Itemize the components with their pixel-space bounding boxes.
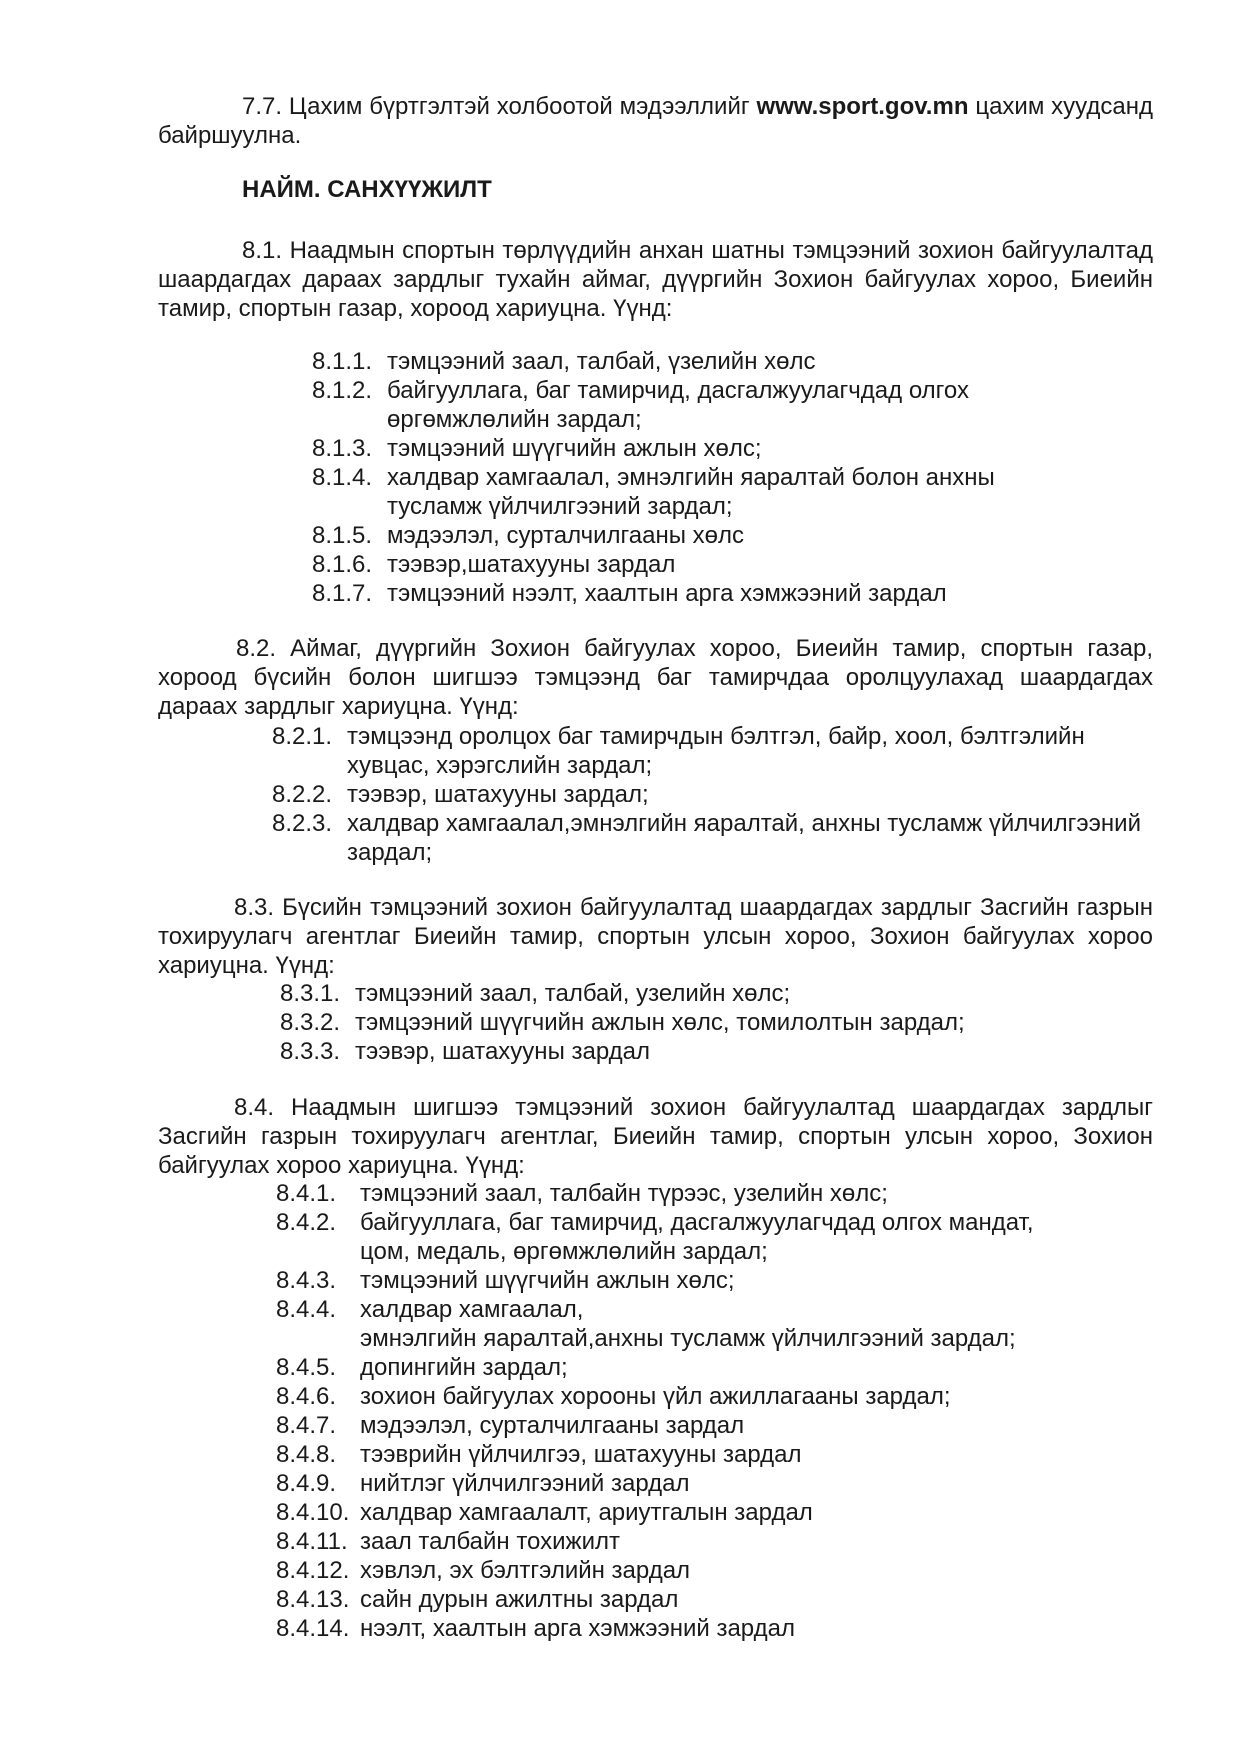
list-item-text: тэмцээний нээлт, хаалтын арга хэмжээний зардал — [387, 580, 947, 607]
paragraph-8-3 — [158, 893, 1153, 980]
list-item-number: 8.4.6. — [276, 1383, 337, 1410]
list-item — [276, 1498, 1136, 1527]
list-item-number: 8.4.5. — [276, 1354, 337, 1381]
list-item — [276, 1440, 1136, 1469]
list-item-number: 8.1.3. — [312, 435, 373, 462]
list-item-text: зохион байгуулах хорооны үйл ажиллагааны зардал; — [360, 1383, 951, 1410]
list-item — [280, 979, 1080, 1008]
list-item — [312, 521, 1112, 550]
list-item-text: тэмцээнд оролцох баг тамирчдын бэлтгэл, байр, хоол, бэлтгэлийн — [347, 723, 1085, 750]
list-item — [312, 579, 1112, 608]
p77-text-after: цахим хуудсанд байршуулна. — [158, 93, 1153, 149]
list-item-text-continuation: зардал; — [347, 839, 433, 866]
list-item — [276, 1266, 1136, 1295]
list-item-number: 8.4.13. — [276, 1586, 350, 1613]
paragraph-text: 8.1. Наадмын спортын төрлүүдийн анхан шатны тэмцээний зохион байгуулалтад шаардагдах дараах зардлыг тухайн аймаг, дүүргийн Зохион байгуулах хороо, Биеийн тамир, спортын газар, хороод хариуцна. Үүнд: — [158, 237, 1153, 322]
list-item-number: 8.1.5. — [312, 522, 373, 549]
list-item — [312, 434, 1112, 463]
list-item-text-continuation: тусламж үйлчилгээний зардал; — [387, 493, 733, 520]
list-item-number: 8.1.6. — [312, 551, 373, 578]
list-item — [276, 1208, 1136, 1266]
section-heading: НАЙМ. САНХҮҮЖИЛТ — [242, 176, 492, 203]
list-item-text: мэдээлэл, сурталчилгааны зардал — [360, 1412, 745, 1439]
list-item-number: 8.2.1. — [272, 723, 333, 750]
list-item — [276, 1469, 1136, 1498]
list-item-text: халдвар хамгаалал, эмнэлгийн яаралтай болон анхны — [387, 464, 995, 491]
list-item — [312, 347, 1112, 376]
list-item-text: сайн дурын ажилтны зардал — [360, 1586, 679, 1613]
list-8-2 — [272, 722, 1172, 867]
list-item-text: тэмцээний заал, талбай, үзелийн хөлс — [387, 348, 816, 375]
list-item-text: нийтлэг үйлчилгээний зардал — [360, 1470, 690, 1497]
list-item-number: 8.4.10. — [276, 1499, 350, 1526]
list-item — [276, 1353, 1136, 1382]
list-item — [272, 780, 1172, 809]
list-item-text: халдвар хамгаалал,эмнэлгийн яаралтай, анхны тусламж үйлчилгээний — [347, 810, 1141, 837]
list-item-number: 8.4.1. — [276, 1180, 337, 1207]
list-item-text-continuation: өргөмжлөлийн зардал; — [387, 406, 642, 433]
list-item — [276, 1556, 1136, 1585]
p77-text-before: 7.7. Цахим бүртгэлтэй холбоотой мэдээллийг — [242, 93, 757, 120]
list-item-text: нээлт, хаалтын арга хэмжээний зардал — [360, 1615, 795, 1642]
list-item-text: тээвэр, шатахууны зардал — [355, 1038, 650, 1065]
list-item — [276, 1585, 1136, 1614]
list-item — [280, 1037, 1080, 1066]
list-item-number: 8.4.8. — [276, 1441, 337, 1468]
list-item-text: тээвэр,шатахууны зардал — [387, 551, 676, 578]
paragraph-8-4 — [158, 1093, 1153, 1180]
list-item-number: 8.4.4. — [276, 1296, 337, 1323]
list-item-text: байгууллага, баг тамирчид, дасгалжуулагчдад олгох — [387, 377, 969, 404]
list-item-number: 8.3.1. — [280, 980, 341, 1007]
list-item-text-continuation: цом, медаль, өргөмжлөлийн зардал; — [360, 1238, 768, 1265]
list-item-number: 8.4.3. — [276, 1267, 337, 1294]
list-item — [280, 1008, 1080, 1037]
list-item-number: 8.1.4. — [312, 464, 373, 491]
list-item-text: хэвлэл, эх бэлтгэлийн зардал — [360, 1557, 691, 1584]
list-item-text: заал талбайн тохижилт — [360, 1528, 620, 1555]
list-8-3 — [280, 979, 1080, 1066]
list-8-1 — [312, 347, 1112, 608]
list-item-number: 8.4.9. — [276, 1470, 337, 1497]
list-item-number: 8.2.2. — [272, 781, 333, 808]
list-item — [276, 1179, 1136, 1208]
list-item-text: тээврийн үйлчилгээ, шатахууны зардал — [360, 1441, 802, 1468]
list-item-number: 8.3.2. — [280, 1009, 341, 1036]
list-item-number: 8.1.7. — [312, 580, 373, 607]
list-item-text: тэмцээний шүүгчийн ажлын хөлс; — [387, 435, 762, 462]
list-item — [272, 809, 1172, 867]
paragraph-text: 8.3. Бүсийн тэмцээний зохион байгуулалтад шаардагдах зардлыг Засгийн газрын тохируулагч агентлаг Биеийн тамир, спортын улсын хороо, Зохион байгуулах хороо хариуцна. Үүнд: — [158, 894, 1153, 979]
list-item-text: халдвар хамгаалал, — [360, 1296, 584, 1323]
list-item — [276, 1614, 1136, 1643]
list-item — [276, 1382, 1136, 1411]
list-item-text: допингийн зардал; — [360, 1354, 568, 1381]
list-item — [276, 1295, 1136, 1353]
list-item-number: 8.4.12. — [276, 1557, 350, 1584]
list-item — [276, 1411, 1136, 1440]
paragraph-8-1 — [158, 236, 1153, 323]
website-link[interactable]: www.sport.gov.mn — [756, 93, 969, 120]
paragraph-text: 8.2. Аймаг, дүүргийн Зохион байгуулах хороо, Биеийн тамир, спортын газар, хороод бүсийн болон шигшээ тэмцээнд баг тамирчдаа оролцуулахад шаардагдах дараах зардлыг хариуцна. Үүнд: — [158, 635, 1153, 720]
list-item-number: 8.3.3. — [280, 1038, 341, 1065]
list-item-text-continuation: эмнэлгийн яаралтай,анхны тусламж үйлчилгээний зардал; — [360, 1325, 1016, 1352]
list-item-text: тэмцээний заал, талбай, узелийн хөлс; — [355, 980, 791, 1007]
list-item-number: 8.4.7. — [276, 1412, 337, 1439]
list-item — [312, 550, 1112, 579]
list-item — [272, 722, 1172, 780]
list-item-text: халдвар хамгаалалт, ариутгалын зардал — [360, 1499, 813, 1526]
list-item — [276, 1527, 1136, 1556]
list-item-text-continuation: хувцас, хэрэгслийн зардал; — [347, 752, 653, 779]
list-item — [312, 463, 1112, 521]
paragraph-7-7 — [158, 92, 1153, 150]
list-item-number: 8.4.11. — [276, 1528, 348, 1555]
paragraph-8-2 — [158, 634, 1153, 721]
list-item-text: тэмцээний шүүгчийн ажлын хөлс, томилолтын зардал; — [355, 1009, 965, 1036]
list-8-4 — [276, 1179, 1136, 1643]
list-item-text: тээвэр, шатахууны зардал; — [347, 781, 649, 808]
list-item-number: 8.4.2. — [276, 1209, 337, 1236]
list-item-text: байгууллага, баг тамирчид, дасгалжуулагчдад олгох мандат, — [360, 1209, 1034, 1236]
list-item-number: 8.2.3. — [272, 810, 333, 837]
list-item-text: тэмцээний шүүгчийн ажлын хөлс; — [360, 1267, 735, 1294]
list-item — [312, 376, 1112, 434]
paragraph-text: 8.4. Наадмын шигшээ тэмцээний зохион байгуулалтад шаардагдах зардлыг Засгийн газрын тохируулагч агентлаг, Биеийн тамир, спортын улсын хороо, Зохион байгуулах хороо хариуцна. Үүнд: — [158, 1094, 1153, 1179]
list-item-text: мэдээлэл, сурталчилгааны хөлс — [387, 522, 744, 549]
list-item-number: 8.4.14. — [276, 1615, 350, 1642]
list-item-number: 8.1.1. — [312, 348, 373, 375]
list-item-number: 8.1.2. — [312, 377, 373, 404]
list-item-text: тэмцээний заал, талбайн түрээс, узелийн хөлс; — [360, 1180, 888, 1207]
